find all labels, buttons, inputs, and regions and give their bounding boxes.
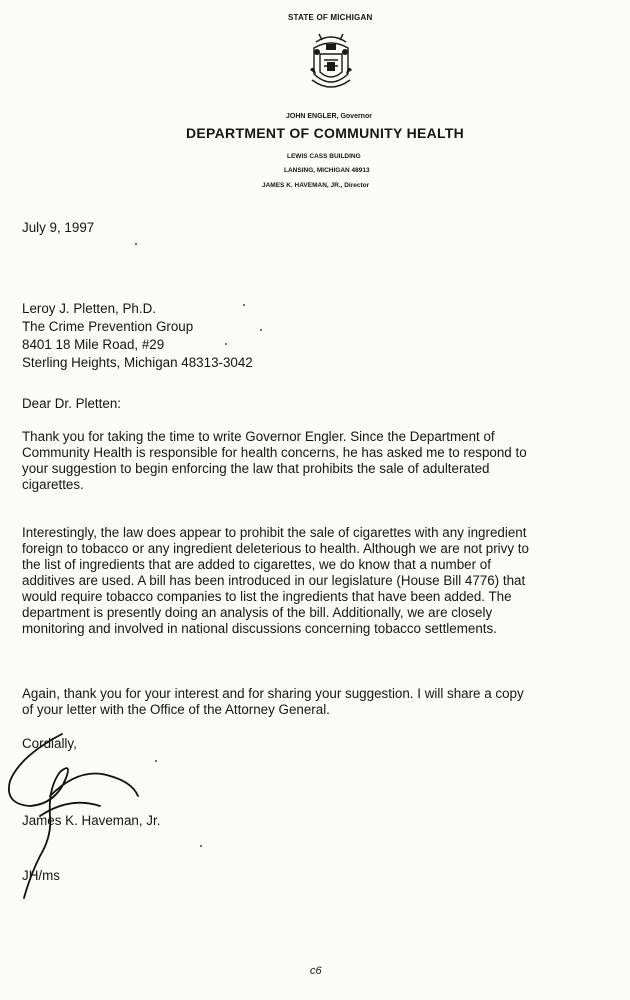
scan-speck — [225, 343, 227, 345]
body-line: would require tobacco companies to list the ingredients that have been added. The — [22, 589, 512, 604]
recipient-city: Sterling Heights, Michigan 48313-3042 — [22, 355, 253, 370]
body-line: Thank you for taking the time to write Governor Engler. Since the Department of — [22, 429, 495, 444]
closing: Cordially, — [22, 736, 77, 751]
signer-name: James K. Haveman, Jr. — [22, 813, 161, 828]
body-line: of your letter with the Office of the Attorney General. — [22, 702, 330, 717]
body-line: your suggestion to begin enforcing the law that prohibits the sale of adulterated — [22, 461, 490, 476]
letter-date: July 9, 1997 — [22, 220, 95, 235]
state-seal-icon — [308, 30, 354, 96]
body-paragraph-2 — [22, 525, 622, 637]
body-paragraph-3 — [22, 686, 622, 718]
typist-initials: JH/ms — [22, 868, 60, 883]
letterhead-director: JAMES K. HAVEMAN, JR., Director — [262, 182, 370, 189]
scan-speck — [135, 243, 137, 245]
page-mark: c6 — [310, 965, 322, 977]
body-line: the list of ingredients that are added to cigarettes, we do know that a number of — [22, 557, 491, 572]
scan-speck — [260, 329, 262, 331]
body-line: Again, thank you for your interest and for sharing your suggestion. I will share a copy — [22, 686, 524, 701]
body-line: cigarettes. — [22, 477, 84, 492]
letterhead-governor: JOHN ENGLER, Governor — [286, 113, 372, 120]
letterhead-state: STATE OF MICHIGAN — [288, 13, 373, 22]
recipient-name: Leroy J. Pletten, Ph.D. — [22, 301, 156, 316]
body-line: additives are used. A bill has been introduced in our legislature (House Bill 4776) that — [22, 573, 526, 588]
body-line: foreign to tobacco or any ingredient deleterious to health. Although we are not privy to — [22, 541, 529, 556]
recipient-street: 8401 18 Mile Road, #29 — [22, 337, 165, 352]
scan-speck — [200, 845, 202, 847]
salutation: Dear Dr. Pletten: — [22, 396, 121, 411]
scan-speck — [155, 760, 157, 762]
body-line: Community Health is responsible for health concerns, he has asked me to respond to — [22, 445, 527, 460]
body-line: monitoring and involved in national discussions concerning tobacco settlements. — [22, 621, 497, 636]
letterhead-department: DEPARTMENT OF COMMUNITY HEALTH — [186, 125, 465, 141]
letterhead-city: LANSING, MICHIGAN 48913 — [284, 167, 370, 174]
body-paragraph-1 — [22, 429, 622, 493]
letterhead-building: LEWIS CASS BUILDING — [287, 153, 361, 160]
body-line: department is presently doing an analysis of the bill. Additionally, we are closely — [22, 605, 493, 620]
recipient-org: The Crime Prevention Group — [22, 319, 194, 334]
scan-speck — [243, 304, 245, 306]
body-line: Interestingly, the law does appear to prohibit the sale of cigarettes with any ingredient — [22, 525, 527, 540]
